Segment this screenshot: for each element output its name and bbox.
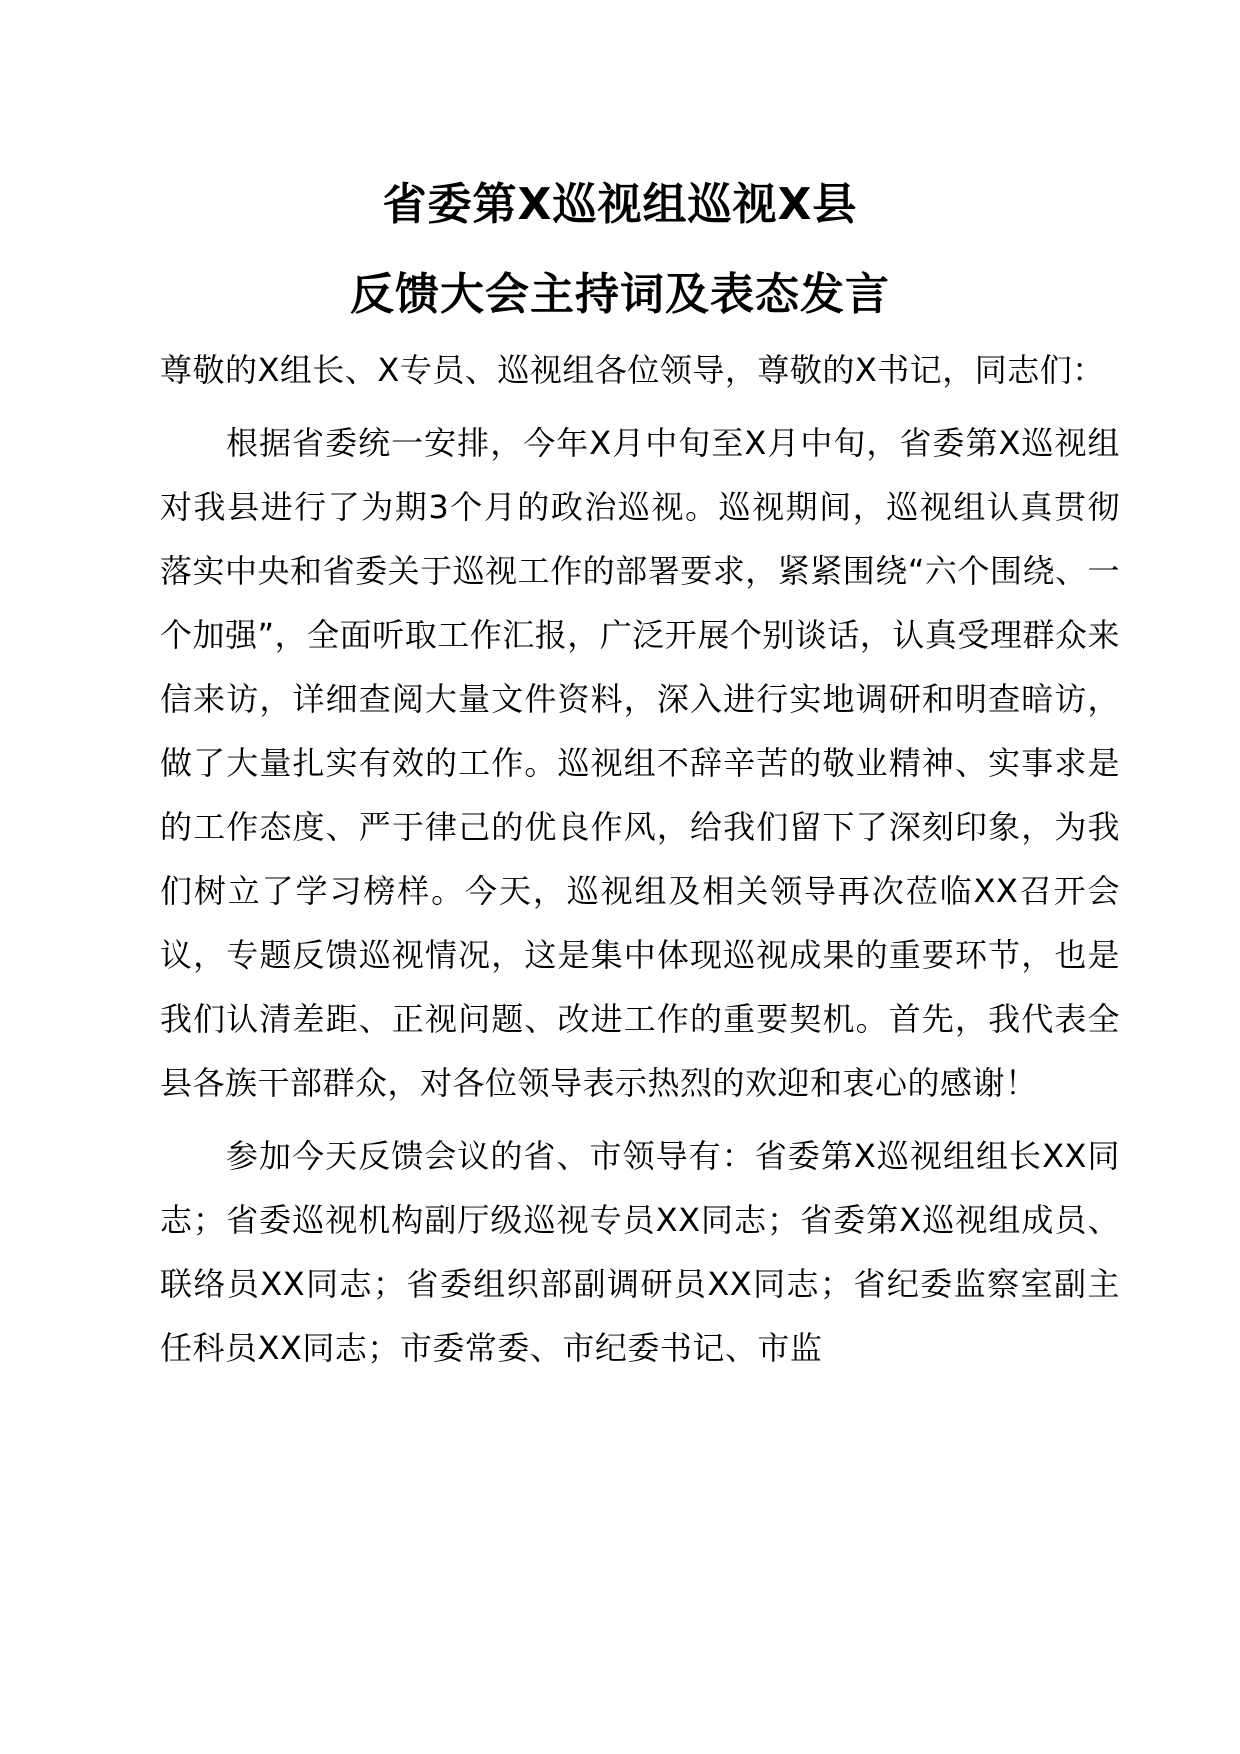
- paragraph-2: 参加今天反馈会议的省、市领导有：省委第X巡视组组长XX同志；省委巡视机构副厅级巡视专员XX同志；省委第X巡视组成员、联络员XX同志；省委组织部副调研员XX同志；省纪委监察室副主任科员XX同志；市委常委、市纪委书记、市监: [160, 1137, 1120, 1367]
- title-line-1: 省委第X巡视组巡视X县: [382, 179, 858, 230]
- paragraph-1: 根据省委统一安排，今年X月中旬至X月中旬，省委第X巡视组对我县进行了为期3个月的政治巡视。巡视期间，巡视组认真贯彻落实中央和省委关于巡视工作的部署要求，紧紧围绕“六个围绕、一个加强”，全面听取工作汇报，广泛开展个别谈话，认真受理群众来信来访，详细查阅大量文件资料，深入进行实地调研和明查暗访，做了大量扎实有效的工作。巡视组不辞辛苦的敬业精神、实事求是的工作态度、严于律己的优良作风，给我们留下了深刻印象，为我们树立了学习榜样。今天，巡视组及相关领导再次莅临XX召开会议，专题反馈巡视情况，这是集中体现巡视成果的重要环节，也是我们认清差距、正视问题、改进工作的重要契机。首先，我代表全县各族干部群众，对各位领导表示热烈的欢迎和衷心的感谢！: [160, 424, 1120, 1102]
- salutation: 尊敬的X组长、X专员、巡视组各位领导，尊敬的X书记，同志们：: [160, 351, 1105, 389]
- document-body: [160, 338, 1120, 1389]
- document-title: [0, 160, 1240, 340]
- title-line-2: 反馈大会主持词及表态发言: [350, 269, 890, 320]
